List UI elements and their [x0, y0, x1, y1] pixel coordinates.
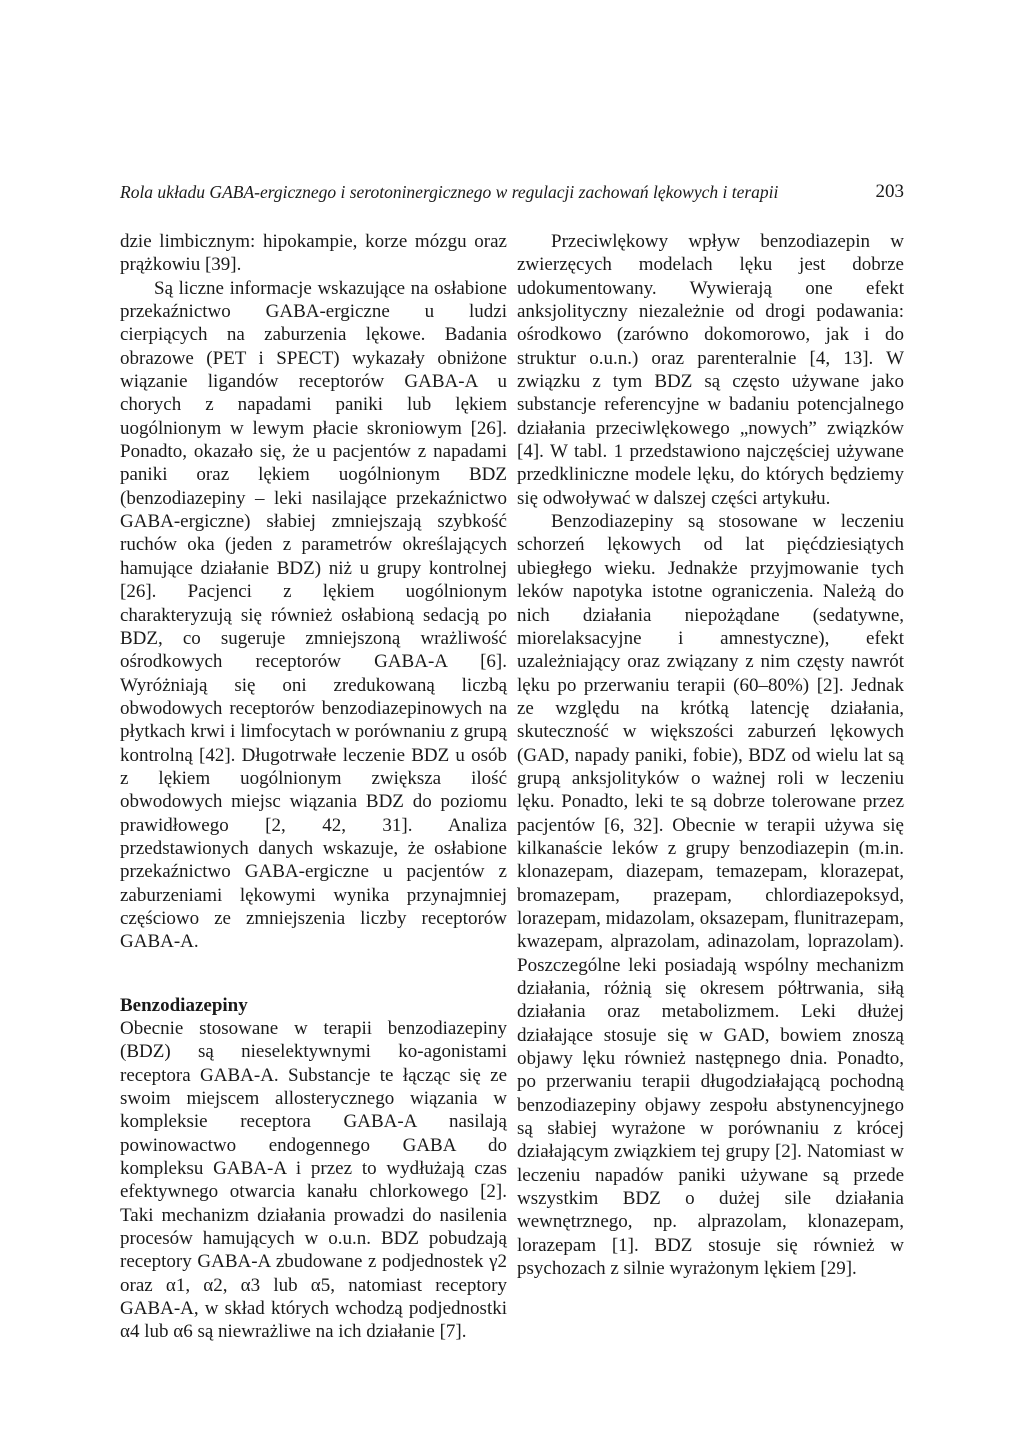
- paragraph-continuation: dzie limbicznym: hipokampie, korze mózgu oraz prążkowiu [39].: [120, 231, 507, 276]
- paragraph-gaba-deficit: Są liczne informacje wskazujące na osłabione przekaźnictwo GABA-ergiczne u ludzi cierpiących na zaburzenia lękowe. Badania obrazowe (PET i SPECT) wykazały obniżone wiązanie ligandów receptorów GABA-A u chorych z napadami paniki lub lękiem uogólnionym w lewym płacie skroniowym [26]. Ponadto, okazało się, że u pacjentów z napadami paniki oraz lękiem uogólnionym BDZ (benzodiazepiny – leki nasilające przekaźnictwo GABA-ergiczne) słabiej zmniejszają szybkość ruchów oka (jeden z parametrów określających hamujące działanie BDZ) niż u grupy kontrolnej [26]. Pacjenci z lękiem uogólnionym charakteryzują się również osłabioną sedacją po BDZ, co sugeruje zmniejszoną wrażliwość ośrodkowych receptorów GABA-A [6]. Wyróżniają się oni zredukowaną liczbą obwodowych receptorów benzodiazepinowych na płytkach krwi i limfocytach w porównaniu z grupą kontrolną [42]. Długotrwałe leczenie BDZ u osób z lękiem uogólnionym zwiększa ilość obwodowych miejsc wiązania BDZ do poziomu prawidłowego [2, 42, 31]. Analiza przedstawionych danych wskazuje, że osłabione przekaźnictwo GABA-ergiczne u pacjentów z zaburzeniami lękowymi wynika przynajmniej częściowo ze zmniejszenia liczby receptorów GABA-A.: [120, 277, 507, 953]
- running-header: [120, 180, 904, 206]
- paragraph-anxiolytic-effect: Przeciwlękowy wpływ benzodiazepin w zwierzęcych modelach lęku jest dobrze udokumentowany. Wywierają one efekt anksjolityczny niezależnie od drogi podawania: ośrodkowo (zarówno dokomorowo, jak i do struktur o.u.n.) oraz parenteralnie [4, 13]. W związku z tym BDZ są często używane jako substancje referencyjne w badaniu potencjalnego działania przeciwlękowego „nowych” związków [4]. W tabl. 1 przedstawiono najczęściej używane przedkliniczne modele lęku, do których będziemy się odwoływać w dalszej części artykułu.: [517, 231, 904, 509]
- running-title: Rola układu GABA-ergicznego i serotoninergicznego w regulacji zachowań lękowych i terapii: [120, 182, 779, 202]
- left-column: [120, 230, 507, 1344]
- page-number: 203: [875, 181, 904, 202]
- paragraph-clinical-use: Benzodiazepiny są stosowane w leczeniu schorzeń lękowych od lat pięćdziesiątych ubiegłego wieku. Jednakże przyjmowanie tych leków napotyka istotne ograniczenia. Należą do nich działania niepożądane (sedatywne, miorelaksacyjne i amnestyczne), efekt uzależniający oraz związany z nim częsty nawrót lęku po przerwaniu terapii (60–80%) [2]. Jednak ze względu na krótką latencję działania, skuteczność w większości zaburzeń lękowych (GAD, napady paniki, fobie), BDZ od wielu lat są grupą anksjolityków o ważnej roli w leczeniu lęku. Ponadto, leki te są dobrze tolerowane przez pacjentów [6, 32]. Obecnie w terapii używa się kilkanaście leków z grupy benzodiazepin (m.in. klonazepam, diazepam, temazepam, klorazepat, bromazepam, prazepam, chlordiazepoksyd, lorazepam, midazolam, oksazepam, flunitrazepam, kwazepam, alprazolam, adinazolam, loprazolam). Poszczególne leki posiadają wspólny mechanizm działania, różnią się okresem półtrwania, siłą działania oraz metabolizmem. Leki dłużej działające stosuje się w GAD, bowiem znoszą objawy lęku również następnego dnia. Ponadto, po przerwaniu terapii długodziałającą pochodną benzodiazepiny objawy zespołu abstynencyjnego są słabiej wyrażone w porównaniu z krócej działającym związkiem tej grupy [2]. Natomiast w leczeniu napadów paniki używane są przede wszystkim BDZ o dużej sile działania wewnętrznego, np. alprazolam, klonazepam, lorazepam [1]. BDZ stosuje się również w psychozach z silnie wyrażonym lękiem [29].: [517, 511, 904, 1280]
- section-heading-benzodiazepiny: Benzodiazepiny: [120, 994, 248, 1016]
- right-column: [517, 230, 904, 1280]
- paragraph-bdz-mechanism: Obecnie stosowane w terapii benzodiazepiny (BDZ) są nieselektywnymi ko-agonistami receptora GABA-A. Substancje te łącząc się ze swoim miejscem allosterycznego wiązania w kompleksie receptora GABA-A nasilają powinowactwo endogennego GABA do kompleksu GABA-A i przez to wydłużają czas efektywnego otwarcia kanału chlorkowego [2]. Taki mechanizm działania prowadzi do nasilenia procesów hamujących w o.u.n. BDZ pobudzają receptory GABA-A zbudowane z podjednostek γ2 oraz α1, α2, α3 lub α5, natomiast receptory GABA-A, w skład których wchodzą podjednostki α4 lub α6 są niewrażliwe na ich działanie [7].: [120, 1018, 507, 1343]
